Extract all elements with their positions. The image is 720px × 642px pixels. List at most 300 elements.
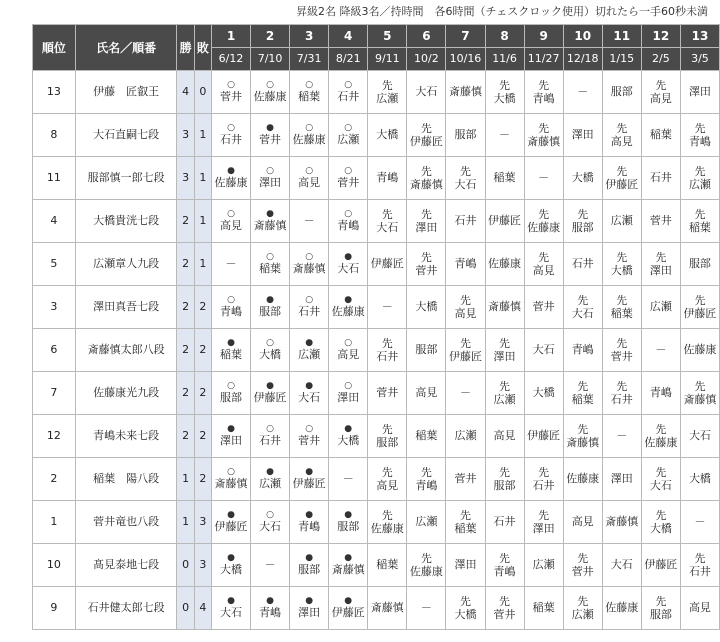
game-cell (329, 501, 368, 544)
round-date: 9/11 (368, 48, 407, 71)
round-number: 5 (368, 25, 407, 48)
game-cell (680, 243, 719, 286)
player-name: 石井健太郎七段 (75, 587, 177, 630)
losses-cell: 2 (194, 329, 211, 372)
loss-mark: ● (266, 123, 274, 133)
round-date: 7/10 (251, 48, 290, 71)
game-cell (211, 587, 250, 630)
game-cell (563, 458, 602, 501)
game-cell (407, 200, 446, 243)
first-move-mark: 先 (616, 164, 628, 178)
game-cell (641, 415, 680, 458)
round-number: 6 (407, 25, 446, 48)
game-cell (211, 286, 250, 329)
game-cell (251, 501, 290, 544)
first-move-mark: 先 (499, 78, 511, 92)
wins-cell: 2 (177, 200, 194, 243)
first-move-mark: 先 (459, 336, 471, 350)
opponent-name: 広瀬 (259, 477, 282, 490)
first-move-mark: 先 (655, 508, 667, 522)
round-number: 7 (446, 25, 485, 48)
first-move-mark: 先 (538, 78, 550, 92)
rank-header: 順位 (33, 25, 76, 71)
player-name: 髙見泰地七段 (75, 544, 177, 587)
game-cell (446, 114, 485, 157)
game-cell (602, 329, 641, 372)
game-cell (407, 157, 446, 200)
game-cell (251, 372, 290, 415)
opponent-name: 石井 (376, 349, 399, 363)
game-cell (329, 372, 368, 415)
win-mark: ○ (266, 510, 274, 520)
opponent-name: 大石 (532, 343, 555, 356)
losses-cell: 1 (194, 200, 211, 243)
game-cell (563, 286, 602, 329)
table-header (33, 25, 720, 71)
opponent-name: 伊藤匠 (527, 429, 561, 442)
game-cell (485, 71, 524, 114)
win-mark: ○ (266, 80, 274, 90)
player-name: 澤田真吾七段 (75, 286, 177, 329)
opponent-name: 斎藤慎 (527, 134, 561, 148)
opponent-name: 稲葉 (259, 262, 282, 275)
win-mark: ○ (227, 381, 235, 391)
opponent-name: － (303, 214, 315, 227)
opponent-name: 青嶋 (454, 257, 477, 270)
game-cell (211, 71, 250, 114)
first-move-mark: 先 (420, 121, 432, 135)
game-cell (524, 501, 563, 544)
game-cell (407, 286, 446, 329)
table-row (33, 544, 720, 587)
game-cell (524, 458, 563, 501)
table-row (33, 587, 720, 630)
game-cell (211, 243, 250, 286)
opponent-name: 服部 (415, 343, 438, 356)
opponent-name: 斎藤慎 (253, 219, 287, 232)
opponent-name: 斎藤慎 (566, 435, 600, 449)
game-cell (446, 329, 485, 372)
rank-cell: 10 (33, 544, 76, 587)
opponent-name: 澤田 (688, 85, 711, 98)
opponent-name: 稲葉 (571, 392, 594, 406)
game-cell (368, 200, 407, 243)
round-date: 10/2 (407, 48, 446, 71)
game-cell (602, 587, 641, 630)
opponent-name: 高見 (298, 176, 321, 189)
losses-cell: 1 (194, 114, 211, 157)
game-cell (485, 286, 524, 329)
rank-cell: 13 (33, 71, 76, 114)
opponent-name: 菅井 (649, 214, 672, 227)
game-cell (251, 286, 290, 329)
opponent-name: 澤田 (415, 220, 438, 234)
game-cell (524, 372, 563, 415)
opponent-name: 青嶋 (571, 343, 594, 356)
opponent-name: 澤田 (259, 176, 282, 189)
game-cell (563, 329, 602, 372)
first-move-mark: 先 (459, 508, 471, 522)
first-move-mark: 先 (538, 508, 550, 522)
first-move-mark: 先 (616, 379, 628, 393)
win-mark: ○ (227, 295, 235, 305)
opponent-name: 大橋 (415, 300, 438, 313)
game-cell (211, 544, 250, 587)
opponent-name: 青嶋 (259, 606, 282, 619)
opponent-name: 佐藤康 (253, 90, 287, 103)
game-cell (602, 157, 641, 200)
round-date: 10/16 (446, 48, 485, 71)
first-move-mark: 先 (499, 465, 511, 479)
first-move-mark: 先 (577, 293, 589, 307)
game-cell (641, 286, 680, 329)
game-cell (368, 71, 407, 114)
opponent-name: 斎藤慎 (448, 85, 482, 98)
game-cell (485, 501, 524, 544)
loss-mark: ● (344, 596, 353, 606)
first-move-mark: 先 (538, 121, 550, 135)
game-cell (641, 458, 680, 501)
loss-mark: ● (266, 381, 274, 391)
first-move-mark: 先 (694, 121, 706, 135)
opponent-name: 服部 (493, 478, 516, 492)
game-cell (680, 372, 719, 415)
opponent-name: 稲葉 (219, 348, 242, 361)
wins-header: 勝 (177, 25, 194, 71)
game-cell (641, 544, 680, 587)
game-cell (524, 329, 563, 372)
opponent-name: 菅井 (532, 300, 555, 313)
wins-cell: 3 (177, 114, 194, 157)
game-cell (641, 200, 680, 243)
opponent-name: 大石 (688, 429, 711, 442)
game-cell (524, 243, 563, 286)
game-cell (329, 157, 368, 200)
opponent-name: 石井 (493, 515, 516, 528)
opponent-name: 菅井 (219, 90, 242, 103)
loss-mark: ● (344, 295, 353, 305)
opponent-name: 青嶋 (337, 219, 360, 232)
opponent-name: 大石 (454, 177, 477, 191)
opponent-name: 服部 (454, 128, 477, 141)
round-date: 6/12 (211, 48, 250, 71)
game-cell (524, 114, 563, 157)
win-mark: ○ (344, 338, 353, 348)
opponent-name: 澤田 (649, 263, 672, 277)
game-cell (563, 415, 602, 458)
game-cell (563, 114, 602, 157)
opponent-name: 服部 (376, 435, 399, 449)
opponent-name: 菅井 (610, 349, 633, 363)
game-cell (680, 200, 719, 243)
game-cell (602, 243, 641, 286)
game-cell (251, 157, 290, 200)
opponent-name: 斎藤慎 (683, 392, 717, 406)
game-cell (329, 243, 368, 286)
loss-mark: ● (227, 510, 235, 520)
win-mark: ○ (344, 123, 353, 133)
player-name: 青嶋未来七段 (75, 415, 177, 458)
name-header: 氏名／順番 (75, 25, 177, 71)
round-number: 13 (680, 25, 719, 48)
opponent-name: 斎藤慎 (214, 477, 248, 490)
opponent-name: 広瀬 (649, 300, 672, 313)
game-cell (602, 415, 641, 458)
losses-cell: 2 (194, 458, 211, 501)
game-cell (407, 415, 446, 458)
game-cell (446, 415, 485, 458)
opponent-name: 澤田 (454, 558, 477, 571)
losses-cell: 3 (194, 544, 211, 587)
opponent-name: 佐藤康 (644, 435, 678, 449)
game-cell (290, 329, 329, 372)
opponent-name: 菅井 (376, 386, 399, 399)
opponent-name: 大橋 (337, 434, 360, 447)
win-mark: ○ (266, 424, 274, 434)
player-name: 菅井竜也八段 (75, 501, 177, 544)
opponent-name: 服部 (610, 85, 633, 98)
opponent-name: 服部 (649, 607, 672, 621)
player-name: 広瀬章人九段 (75, 243, 177, 286)
game-cell (368, 329, 407, 372)
first-move-mark: 先 (655, 594, 667, 608)
win-mark: ○ (305, 295, 314, 305)
opponent-name: 稲葉 (454, 521, 477, 535)
game-cell (680, 114, 719, 157)
opponent-name: 伊藤匠 (488, 214, 522, 227)
game-cell (563, 157, 602, 200)
game-cell (680, 415, 719, 458)
opponent-name: 石井 (259, 434, 282, 447)
win-mark: ○ (305, 123, 314, 133)
first-move-mark: 先 (420, 250, 432, 264)
opponent-name: 斎藤慎 (409, 177, 443, 191)
loss-mark: ● (305, 381, 314, 391)
wins-cell: 2 (177, 286, 194, 329)
game-cell (251, 200, 290, 243)
opponent-name: 大石 (610, 558, 633, 571)
first-move-mark: 先 (694, 551, 706, 565)
opponent-name: － (499, 128, 511, 141)
game-cell (290, 200, 329, 243)
win-mark: ○ (227, 123, 235, 133)
opponent-name: 斎藤慎 (292, 262, 326, 275)
win-mark: ○ (305, 252, 314, 262)
first-move-mark: 先 (655, 422, 667, 436)
opponent-name: 広瀬 (610, 214, 633, 227)
table-row (33, 501, 720, 544)
game-cell (446, 200, 485, 243)
opponent-name: 広瀬 (571, 607, 594, 621)
rank-cell: 6 (33, 329, 76, 372)
opponent-name: 高見 (688, 601, 711, 614)
opponent-name: 稲葉 (415, 429, 438, 442)
round-number: 9 (524, 25, 563, 48)
player-name: 大橋貴洸七段 (75, 200, 177, 243)
table-body (33, 71, 720, 630)
rank-cell: 1 (33, 501, 76, 544)
rank-cell: 5 (33, 243, 76, 286)
first-move-mark: 先 (538, 250, 550, 264)
game-cell (329, 286, 368, 329)
opponent-name: 石井 (298, 305, 321, 318)
opponent-name: 大石 (298, 391, 321, 404)
game-cell (329, 114, 368, 157)
opponent-name: 伊藤匠 (448, 349, 482, 363)
game-cell (485, 200, 524, 243)
opponent-name: 大石 (259, 520, 282, 533)
game-cell (251, 458, 290, 501)
opponent-name: 菅井 (493, 607, 516, 621)
first-move-mark: 先 (577, 422, 589, 436)
wins-cell: 1 (177, 458, 194, 501)
game-cell (211, 415, 250, 458)
opponent-name: 広瀬 (415, 515, 438, 528)
game-cell (211, 372, 250, 415)
opponent-name: 大石 (219, 606, 242, 619)
opponent-name: 広瀬 (532, 558, 555, 571)
game-cell (407, 458, 446, 501)
game-cell (290, 544, 329, 587)
game-cell (407, 501, 446, 544)
opponent-name: 高見 (415, 386, 438, 399)
game-cell (602, 501, 641, 544)
round-number: 3 (290, 25, 329, 48)
opponent-name: 石井 (610, 392, 633, 406)
wins-cell: 2 (177, 243, 194, 286)
game-cell (211, 501, 250, 544)
round-date: 8/21 (329, 48, 368, 71)
wins-cell: 1 (177, 501, 194, 544)
opponent-name: 広瀬 (493, 392, 516, 406)
game-cell (368, 458, 407, 501)
opponent-name: 広瀬 (376, 91, 399, 105)
game-cell (368, 286, 407, 329)
opponent-name: 伊藤匠 (644, 558, 678, 571)
win-mark: ○ (305, 424, 314, 434)
wins-cell: 4 (177, 71, 194, 114)
opponent-name: 大橋 (454, 607, 477, 621)
game-cell (602, 458, 641, 501)
opponent-name: 稲葉 (649, 128, 672, 141)
opponent-name: 大石 (415, 85, 438, 98)
league-table (32, 24, 720, 630)
first-move-mark: 先 (538, 465, 550, 479)
round-date: 1/15 (602, 48, 641, 71)
rank-cell: 11 (33, 157, 76, 200)
game-cell (290, 415, 329, 458)
game-cell (329, 329, 368, 372)
loss-mark: ● (227, 424, 235, 434)
game-cell (251, 587, 290, 630)
rank-cell: 9 (33, 587, 76, 630)
opponent-name: 大石 (337, 262, 360, 275)
game-cell (680, 286, 719, 329)
opponent-name: 澤田 (337, 391, 360, 404)
round-number: 1 (211, 25, 250, 48)
opponent-name: 大石 (649, 478, 672, 492)
opponent-name: 服部 (298, 563, 321, 576)
opponent-name: 広瀬 (688, 177, 711, 191)
first-move-mark: 先 (420, 551, 432, 565)
first-move-mark: 先 (381, 78, 393, 92)
first-move-mark: 先 (420, 207, 432, 221)
game-cell (485, 372, 524, 415)
opponent-name: 稲葉 (532, 601, 555, 614)
opponent-name: 大橋 (571, 171, 594, 184)
loss-mark: ● (305, 596, 314, 606)
game-cell (368, 243, 407, 286)
opponent-name: 佐藤康 (488, 257, 522, 270)
game-cell (290, 157, 329, 200)
round-date: 12/18 (563, 48, 602, 71)
game-cell (407, 243, 446, 286)
game-cell (524, 415, 563, 458)
win-mark: ○ (227, 80, 235, 90)
opponent-name: 佐藤康 (605, 601, 639, 614)
game-cell (485, 544, 524, 587)
opponent-name: 高見 (219, 219, 242, 232)
table-row (33, 372, 720, 415)
win-mark: ○ (344, 166, 353, 176)
win-mark: ○ (266, 338, 274, 348)
wins-cell: 0 (177, 544, 194, 587)
opponent-name: 高見 (376, 478, 399, 492)
loss-mark: ● (305, 553, 314, 563)
win-mark: ○ (266, 166, 274, 176)
first-move-mark: 先 (499, 594, 511, 608)
game-cell (563, 200, 602, 243)
losses-cell: 0 (194, 71, 211, 114)
win-mark: ○ (227, 467, 235, 477)
opponent-name: 稲葉 (298, 90, 321, 103)
opponent-name: 高見 (337, 348, 360, 361)
loss-mark: ● (344, 252, 353, 262)
opponent-name: 伊藤匠 (253, 391, 287, 404)
rank-cell: 2 (33, 458, 76, 501)
loss-mark: ● (305, 338, 314, 348)
game-cell (446, 544, 485, 587)
first-move-mark: 先 (577, 594, 589, 608)
first-move-mark: 先 (499, 551, 511, 565)
opponent-name: 斎藤慎 (331, 563, 365, 576)
first-move-mark: 先 (499, 336, 511, 350)
opponent-name: 服部 (337, 520, 360, 533)
opponent-name: 伊藤匠 (683, 306, 717, 320)
rank-cell: 3 (33, 286, 76, 329)
game-cell (563, 243, 602, 286)
opponent-name: 大橋 (532, 386, 555, 399)
game-cell (602, 372, 641, 415)
game-cell (446, 71, 485, 114)
game-cell (211, 114, 250, 157)
game-cell (680, 544, 719, 587)
player-name: 伊藤 匠叡王 (75, 71, 177, 114)
round-date: 11/6 (485, 48, 524, 71)
opponent-name: － (342, 472, 354, 485)
opponent-name: 澤田 (571, 128, 594, 141)
opponent-name: － (459, 386, 471, 399)
game-cell (485, 329, 524, 372)
game-cell (329, 458, 368, 501)
opponent-name: 大橋 (259, 348, 282, 361)
first-move-mark: 先 (538, 207, 550, 221)
rank-cell: 7 (33, 372, 76, 415)
table-row (33, 458, 720, 501)
game-cell (290, 458, 329, 501)
game-cell (563, 372, 602, 415)
game-cell (641, 501, 680, 544)
